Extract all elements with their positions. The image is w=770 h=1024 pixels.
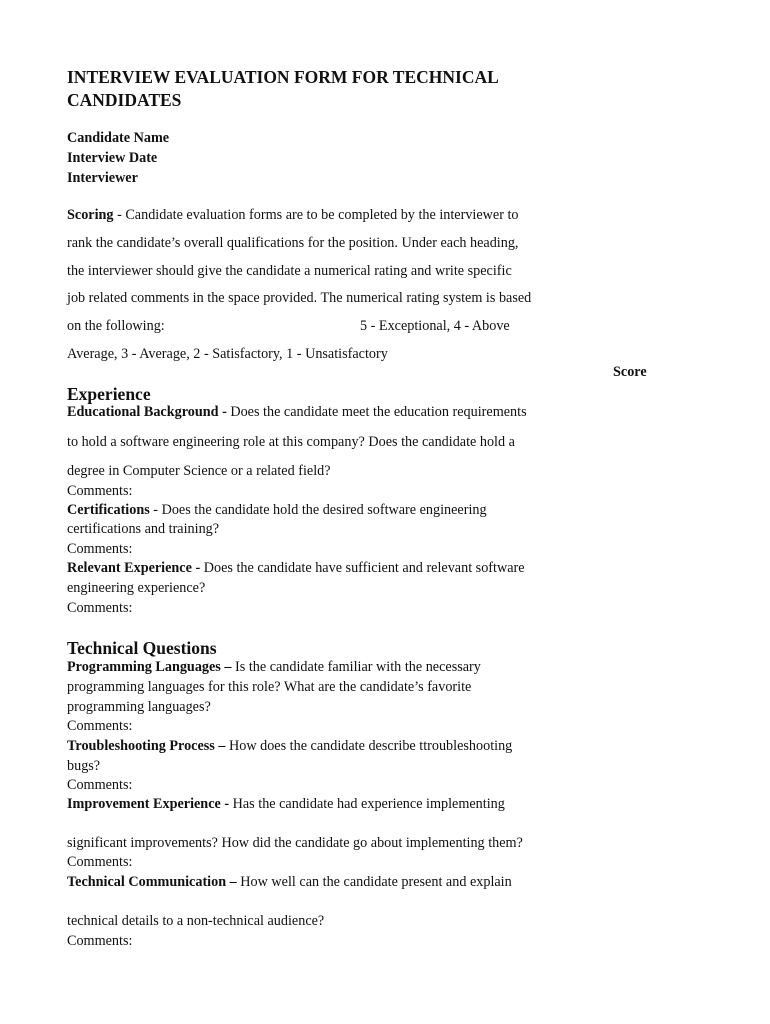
scoring-line-2: rank the candidate’s overall qualifications for the position. Under each heading,: [67, 235, 519, 251]
programming-line-1: Programming Languages – Is the candidate familiar with the necessary: [67, 659, 481, 675]
score-column-header: Score: [613, 364, 647, 380]
interview-date-label: Interview Date: [67, 150, 158, 166]
troubleshooting-line-2: bugs?: [67, 758, 101, 774]
educational-line-2: to hold a software engineering role at this company? Does the candidate hold a: [67, 434, 515, 450]
programming-line-3: programming languages?: [67, 699, 211, 715]
scoring-line-4: job related comments in the space provided. The numerical rating system is based: [67, 290, 532, 306]
scoring-line-5b: 5 - Exceptional, 4 - Above: [360, 318, 510, 334]
interviewer-label: Interviewer: [67, 170, 138, 186]
experience-heading: Experience: [67, 384, 151, 404]
candidate-name-label: Candidate Name: [67, 130, 170, 146]
certifications-line-1: Certifications - Does the candidate hold the desired software engineering: [67, 502, 487, 518]
scoring-line-5a: on the following:: [67, 318, 165, 334]
improvement-line-2: significant improvements? How did the candidate go about implementing them?: [67, 835, 523, 851]
communication-line-2: technical details to a non-technical audience?: [67, 913, 325, 929]
troubleshooting-label: Troubleshooting Process: [67, 738, 215, 754]
improvement-line-1: Improvement Experience - Has the candidate had experience implementing: [67, 796, 505, 812]
educational-line-1: Educational Background - Does the candidate meet the education requirements: [67, 404, 527, 420]
communication-line-1: Technical Communication – How well can the candidate present and explain: [67, 874, 512, 890]
relevant-line-2: engineering experience?: [67, 580, 206, 596]
communication-label: Technical Communication: [67, 874, 227, 890]
programming-label: Programming Languages: [67, 659, 221, 675]
scoring-line-6: Average, 3 - Average, 2 - Satisfactory, 1 - Unsatisfactory: [67, 346, 388, 362]
certifications-comments: Comments:: [67, 541, 133, 557]
educational-label: Educational Background: [67, 404, 219, 420]
certifications-line-2: certifications and training?: [67, 521, 220, 537]
improvement-comments: Comments:: [67, 854, 133, 870]
page-title: INTERVIEW EVALUATION FORM FOR TECHNICAL CANDIDATES: [67, 67, 498, 110]
troubleshooting-comments: Comments:: [67, 777, 133, 793]
technical-heading: Technical Questions: [67, 638, 217, 658]
scoring-line-3: the interviewer should give the candidate a numerical rating and write specific: [67, 263, 512, 279]
relevant-comments: Comments:: [67, 600, 133, 616]
scoring-label: Scoring: [67, 207, 114, 223]
educational-line-3: degree in Computer Science or a related field?: [67, 463, 331, 479]
programming-line-2: programming languages for this role? What are the candidate’s favorite: [67, 679, 472, 695]
certifications-label: Certifications: [67, 502, 150, 518]
educational-comments: Comments:: [67, 483, 133, 499]
troubleshooting-line-1: Troubleshooting Process – How does the candidate describe ttroubleshooting: [67, 738, 513, 754]
relevant-line-1: Relevant Experience - Does the candidate have sufficient and relevant software: [67, 560, 525, 576]
scoring-line-1: Scoring - Candidate evaluation forms are to be completed by the interviewer to: [67, 207, 519, 223]
improvement-label: Improvement Experience: [67, 796, 221, 812]
programming-comments: Comments:: [67, 718, 133, 734]
communication-comments: Comments:: [67, 933, 133, 949]
relevant-experience-label: Relevant Experience: [67, 560, 192, 576]
